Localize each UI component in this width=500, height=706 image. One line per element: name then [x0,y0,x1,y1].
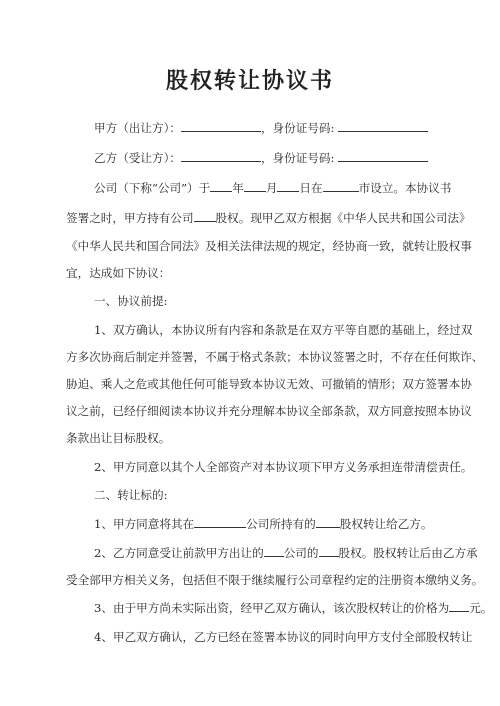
intro-text: 签署之时，甲方持有公司 [66,211,194,225]
clause-2-1 [94,516,436,532]
intro-line-4: 宜，达成如下协议： [66,266,171,280]
party-a-id-blank [338,120,428,132]
share-blank [194,210,216,222]
year-blank [210,180,232,192]
intro-line-1 [94,180,452,196]
month-blank [244,180,266,192]
party-a-name-blank [181,120,261,132]
price-blank [449,600,469,612]
clause-text: 2、乙方同意受让前款甲方出让的 [94,546,264,560]
clause-1-1-line-1: 1、双方确认，本协议所有内容和条款是在双方平等自愿的基础上，经过双 [94,323,473,337]
intro-line-2 [66,210,471,226]
intro-text: 日在 [299,181,323,195]
clause-1-1-line-3: 胁迫、乘人之危或其他任何可能导致本协议无效、可撤销的情形；双方签署本协 [66,377,472,391]
day-blank [277,180,299,192]
city-blank [323,180,359,192]
clause-1-1-line-4: 议之前，已经仔细阅读本协议并充分理解本协议全部条款，双方同意按照本协议 [66,404,472,418]
clause-2-4-line-1: 4、甲乙双方确认，乙方已经在签署本协议的同时向甲方支付全部股权转让 [94,630,473,644]
intro-text: 年 [232,181,244,195]
intro-text: 月 [265,181,278,195]
clause-text: 公司所持有的 [246,517,316,531]
intro-text: 市设立。本协议书 [358,181,452,195]
party-b-name-blank [181,150,261,162]
clause-text: 公司的 [283,546,319,560]
intro-text: 股权。现甲乙双方根据《中华人民共和国公司法》 [215,211,471,225]
clause-text: 元。 [469,601,493,615]
party-b-label: 乙方（受让方）： [94,151,181,165]
party-a-line [94,120,464,136]
section-1-heading: 一、协议前提: [94,294,168,308]
share-blank [316,516,340,528]
clause-1-2: 2、甲方同意以其个人全部资产对本协议项下甲方义务承担连带清偿责任。 [94,460,473,474]
share-blank [319,545,339,557]
party-b-line [94,150,464,166]
clause-1-1-line-5: 条款出让目标股权。 [66,431,171,445]
clause-text: 股权转让给乙方。 [339,517,433,531]
party-a-label: 甲方（出让方）： [94,121,181,135]
clause-2-2-line-1 [94,545,478,561]
intro-line-3: 《中华人民共和国合同法》及相关法律法规的规定，经协商一致，就转让股权事 [66,239,472,253]
party-a-id-label: ，身份证号码: [260,121,335,135]
intro-text: 公司（下称“公司”）于 [94,181,211,195]
document-title: 股权转让协议书 [165,69,334,94]
company-blank [264,545,284,557]
clause-2-3 [94,600,493,616]
clause-text: 1、甲方同意将其在 [94,517,195,531]
party-b-id-blank [338,150,428,162]
section-2-heading: 二、转让标的: [94,488,168,502]
company-blank [194,516,246,528]
clause-2-2-line-2: 受全部甲方相关义务，包括但不限于继续履行公司章程约定的注册资本缴纳义务。 [66,573,484,587]
clause-1-1-line-2: 方多次协商后制定并签署，不属于格式条款；本协议签署之时，不存在任何欺诈、 [66,350,484,364]
clause-text: 股权。股权转让后由乙方承 [338,546,478,560]
party-b-id-label: ，身份证号码: [260,151,335,165]
clause-text: 3、由于甲方尚未实际出资，经甲乙双方确认，该次股权转让的价格为 [94,601,450,615]
